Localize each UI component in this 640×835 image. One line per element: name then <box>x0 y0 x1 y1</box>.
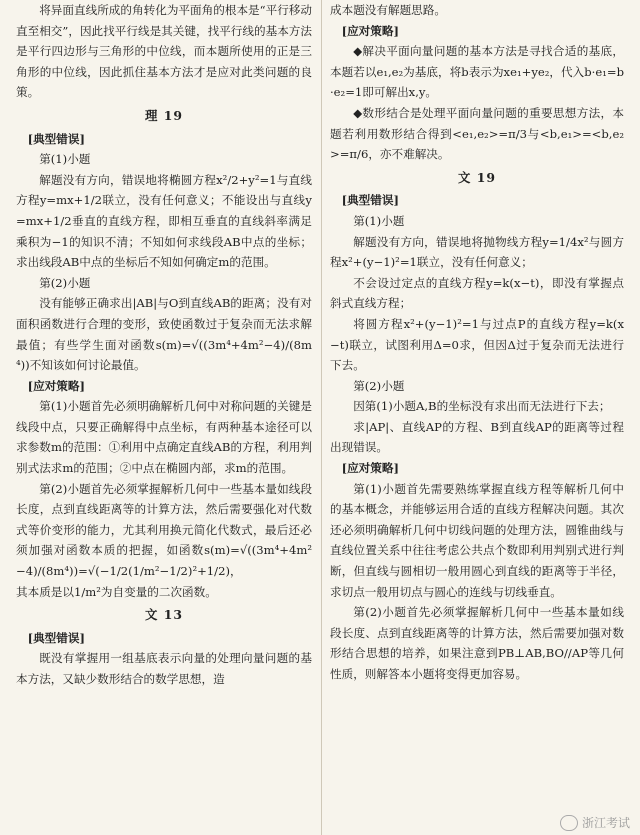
strategy-heading-right: [应对策略] <box>341 23 399 38</box>
strategy-heading: [应对策略] <box>27 378 85 393</box>
strategy-heading-right-2: [应对策略] <box>341 461 399 476</box>
strategy-paragraph-1: 第(1)小题首先必须明确解析几何中对称问题的关键是线段中点，只要正确解得中点坐标，有两种基本途径可以求参数m的范围：①利用中点确定直线AB的方程，利用判别式法求m的范围；②中点在椭圆内部，求m的范围。 <box>16 399 312 476</box>
intro-paragraph: 将异面直线所成的角转化为平面角的根本是“平行移动直至相交”，因此找平行线是其关键，找平行线的基本方法是平行四边形与三角形的中位线，而本题所使用的正是三角形的中位线，因此抓住基本方法才是应对此类问题的良策。 <box>16 3 312 100</box>
watermark <box>560 814 630 831</box>
strategy-paragraph-2: 第(2)小题首先必须掌握解析几何中一些基本量如线段长度，点到直线距离等的计算方法，然后需要强化对代数式等价变形的能力，尤其利用换元简化代数式，最后还必须加强对函数本质的把握，如函数s(m)=√((3m⁴+4m²−4)/(8m⁴))=√(−1/2(1/m²−1/2)²+1/2)， <box>16 481 312 579</box>
typical-errors-heading-2: [典型错误] <box>27 630 85 645</box>
wechat-logo-icon <box>560 815 578 831</box>
column-divider <box>321 0 322 835</box>
strategy-bullet-1: ◆解决平面向量问题的基本方法是寻找合适的基底，本题若以e₁,e₂为基底，将b表示为xe₁+ye₂，代入b·e₁=b·e₂=1即可解出x,y。 <box>330 44 624 100</box>
strategy-paragraph-r3: 第(1)小题首先需要熟练掌握直线方程等解析几何中的基本概念，并能够运用合适的直线方程解决问题。其次还必须明确解析几何中切线问题的处理方法，圆锥曲线与直线位置关系中往往考虑公共点个数即利用判别式进行判断，但直线与圆相切一般用圆心到直线的距离等于半径，求切点一般用切点与圆心的连线与切线垂直。 <box>330 481 624 599</box>
section-heading-li19: 理 19 <box>145 107 183 123</box>
left-column <box>16 0 312 690</box>
error-paragraph-r5: 求|AP|、直线AP的方程、B到直线AP的距离等过程出现错误。 <box>330 419 624 455</box>
error-paragraph-r1: 解题没有方向，错误地将抛物线方程y=1/4x²与圆方程x²+(y−1)²=1联立，没有任何意义； <box>330 234 624 270</box>
error-paragraph-r4: 因第(1)小题A,B的坐标没有求出而无法进行下去； <box>353 399 611 414</box>
subquestion-2-label-right: 第(2)小题 <box>353 378 405 393</box>
strategy-paragraph-r4: 第(2)小题首先必须掌握解析几何中一些基本量如线段长度、点到直线距离等的计算方法，然后需要加强对数形结合思想的培养，如果注意到PB⊥AB,BO//AP等几何性质，则解答本小题将变得更加容易。 <box>330 605 624 681</box>
strategy-paragraph-3: 其本质是以1/m²为自变量的二次函数。 <box>16 584 217 599</box>
section-heading-wen13: 文 13 <box>145 607 183 623</box>
strategy-bullet-2: ◆数形结合是处理平面向量问题的重要思想方法，本题若利用数形结合得到<e₁,e₂>=π/3与<b,e₁>=<b,e₂>=π/6，亦不难解决。 <box>330 105 624 162</box>
subquestion-1-label: 第(1)小题 <box>39 152 91 167</box>
error-paragraph-r3: 将圆方程x²+(y−1)²=1与过点P的直线方程y=k(x−t)联立，试图利用Δ=0求，但因Δ过于复杂而无法进行下去。 <box>330 316 624 373</box>
typical-errors-heading: [典型错误] <box>27 131 85 146</box>
continued-paragraph: 成本题没有解题思路。 <box>330 3 446 17</box>
watermark-text: 浙江考试 <box>581 816 630 830</box>
subquestion-2-label: 第(2)小题 <box>39 275 91 290</box>
error-paragraph-2: 没有能够正确求出|AB|与O到直线AB的距离；没有对面积函数进行合理的变形，致使函数过于复杂而无法求解最值；有些学生面对函数s(m)=√((3m⁴+4m²−4)/(8m⁴))不知该如何讨论最值。 <box>16 296 312 373</box>
right-column <box>330 0 624 685</box>
subquestion-1-label-right: 第(1)小题 <box>353 213 405 228</box>
error-paragraph-1: 解题没有方向，错误地将椭圆方程x²/2+y²=1与直线方程y=mx+1/2联立，没有任何意义；不能设出与直线y=mx+1/2垂直的直线方程，即相互垂直的直线斜率满足乘积为−1的知识不清；不知如何求线段AB中点的坐标；求出线段AB中点的坐标后不知如何确定m的范围。 <box>16 172 312 270</box>
section-heading-wen19: 文 19 <box>458 169 496 185</box>
error-paragraph-r2: 不会设过定点的直线方程y=k(x−t)，即没有掌握点斜式直线方程； <box>330 275 624 311</box>
typical-errors-heading-right: [典型错误] <box>341 193 399 208</box>
error-paragraph-3: 既没有掌握用一组基底表示向量的处理向量问题的基本方法，又缺少数形结合的数学思想，造 <box>16 651 312 686</box>
